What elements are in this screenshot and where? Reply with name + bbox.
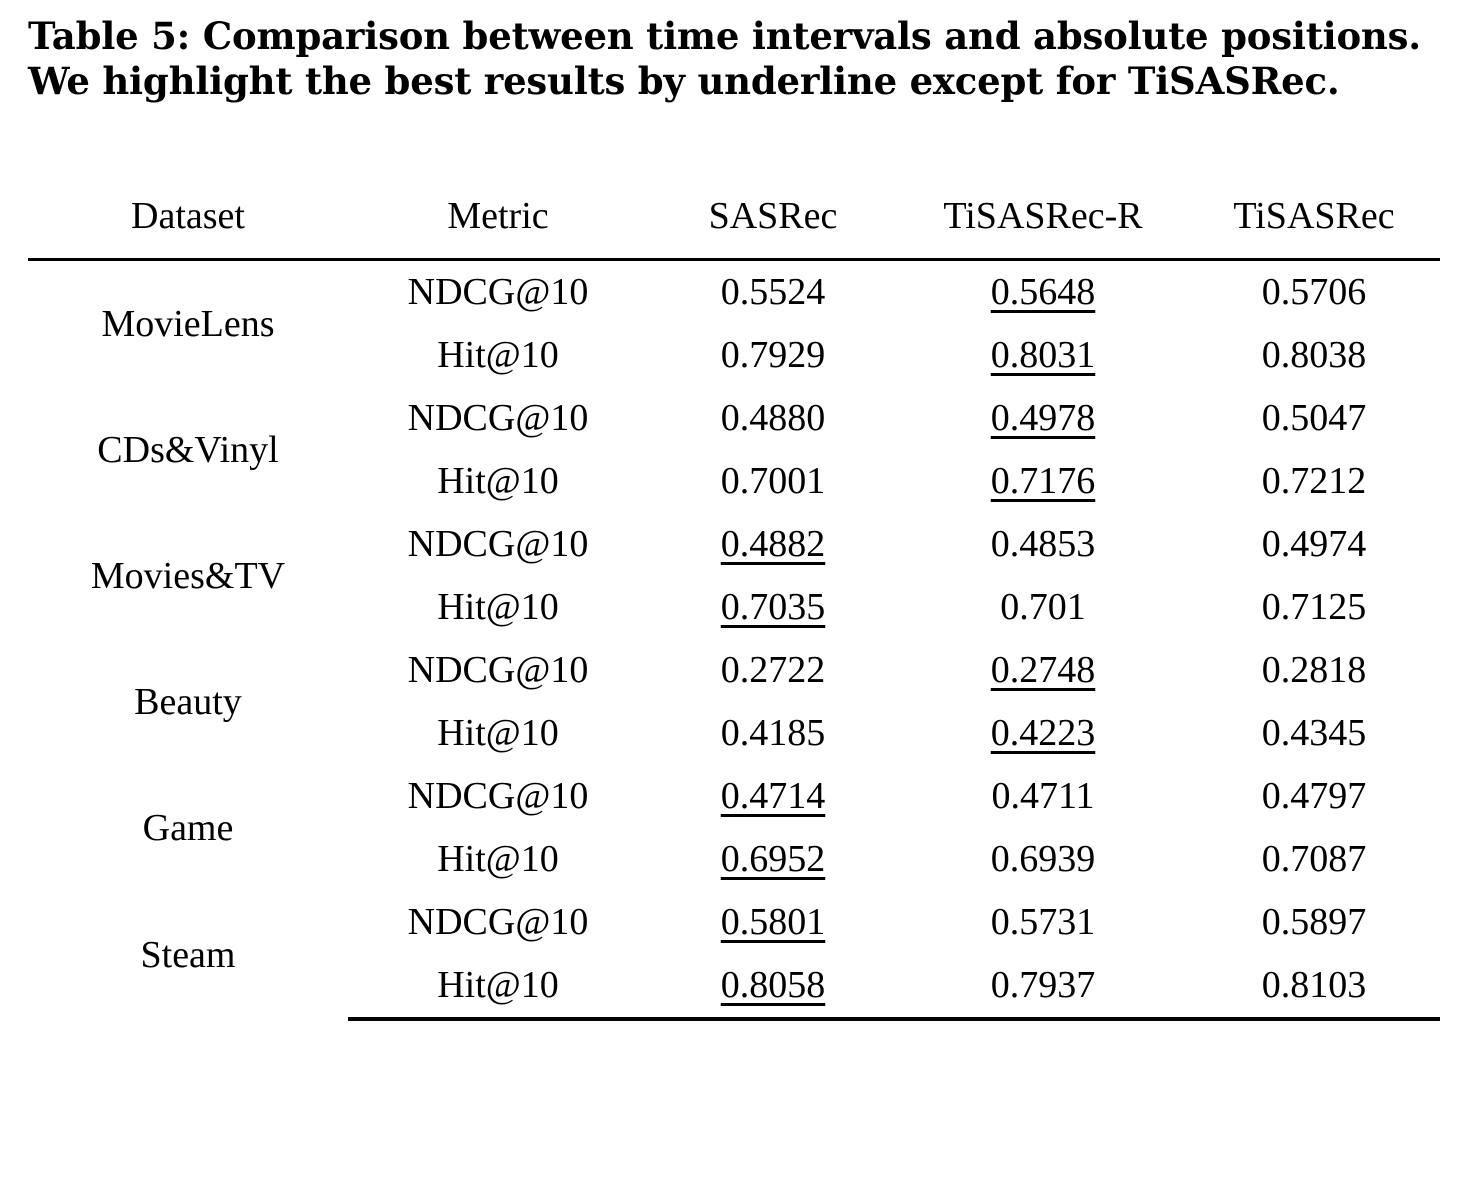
table-header-row: [28, 174, 1440, 260]
value-tisasrec-r: 0.6939: [990, 838, 1096, 881]
row-group-label: Movies&TV: [90, 554, 286, 597]
value-tisasrec-r: 0.4978: [990, 397, 1096, 440]
value-sasrec: 0.4185: [720, 712, 826, 755]
value-tisasrec: 0.7125: [1261, 586, 1367, 629]
value-tisasrec: 0.4797: [1261, 775, 1367, 818]
value-sasrec: 0.8058: [648, 954, 898, 1019]
value-tisasrec-r: 0.5731: [990, 901, 1096, 944]
value-tisasrec-r: 0.4853: [990, 523, 1096, 566]
metric-label: NDCG@10: [407, 775, 589, 818]
value-tisasrec-r: 0.5648: [898, 260, 1188, 325]
value-sasrec: 0.5524: [648, 260, 898, 325]
column-header-dataset: Dataset: [131, 195, 245, 238]
value-tisasrec: 0.2818: [1261, 649, 1367, 692]
value-sasrec: 0.4714: [720, 775, 826, 818]
value-tisasrec: 0.5897: [1261, 901, 1367, 944]
value-tisasrec-r: 0.4711: [991, 775, 1095, 818]
metric-label: Hit@10: [437, 838, 559, 881]
table-row: [28, 765, 1440, 828]
value-tisasrec: 0.4345: [1261, 712, 1367, 755]
value-sasrec: 0.5801: [720, 901, 826, 944]
value-tisasrec: 0.7212: [1261, 460, 1367, 503]
metric-label: Hit@10: [437, 334, 559, 377]
value-tisasrec-r: 0.701: [1000, 586, 1086, 629]
value-tisasrec-r: 0.2748: [990, 649, 1096, 692]
table-row: [28, 891, 1440, 954]
value-tisasrec-r: 0.7176: [990, 460, 1096, 503]
value-tisasrec: 0.8103: [1188, 954, 1440, 1019]
value-tisasrec: 0.4974: [1261, 523, 1367, 566]
table-row: [28, 260, 1440, 325]
column-header-tisasrec-r: TiSASRec-R: [943, 195, 1143, 238]
row-group-label: Steam: [140, 933, 236, 976]
column-header-tisasrec: TiSASRec: [1233, 195, 1395, 238]
value-tisasrec-r: 0.7937: [898, 954, 1188, 1019]
value-sasrec: 0.7929: [720, 334, 826, 377]
value-tisasrec: 0.5047: [1261, 397, 1367, 440]
row-group-label: MovieLens: [28, 260, 348, 388]
row-group-label: Beauty: [134, 680, 242, 723]
metric-label: Hit@10: [348, 954, 648, 1019]
value-sasrec: 0.2722: [720, 649, 826, 692]
metric-label: Hit@10: [437, 712, 559, 755]
table-row: [28, 639, 1440, 702]
value-sasrec: 0.4882: [720, 523, 826, 566]
metric-label: NDCG@10: [407, 901, 589, 944]
value-tisasrec: 0.7087: [1261, 838, 1367, 881]
value-sasrec: 0.4880: [720, 397, 826, 440]
metric-label: NDCG@10: [407, 523, 589, 566]
value-tisasrec: 0.5706: [1188, 260, 1440, 325]
metric-label: NDCG@10: [348, 260, 648, 325]
table-row: [28, 513, 1440, 576]
table-row: [28, 387, 1440, 450]
value-tisasrec: 0.8038: [1261, 334, 1367, 377]
value-sasrec: 0.7035: [720, 586, 826, 629]
value-sasrec: 0.7001: [720, 460, 826, 503]
table-caption: Table 5: Comparison between time intervals and absolute positions. We highlight the best results by underline except for TiSASRec.: [28, 14, 1421, 104]
metric-label: NDCG@10: [407, 397, 589, 440]
value-tisasrec-r: 0.4223: [990, 712, 1096, 755]
row-group-label: Game: [142, 806, 234, 849]
metric-label: Hit@10: [437, 460, 559, 503]
metric-label: NDCG@10: [407, 649, 589, 692]
value-tisasrec-r: 0.8031: [990, 334, 1096, 377]
column-header-sasrec: SASRec: [708, 195, 838, 238]
comparison-table: [28, 174, 1440, 1021]
value-sasrec: 0.6952: [720, 838, 826, 881]
metric-label: Hit@10: [437, 586, 559, 629]
row-group-label: CDs&Vinyl: [97, 428, 279, 471]
column-header-metric: Metric: [447, 195, 549, 238]
